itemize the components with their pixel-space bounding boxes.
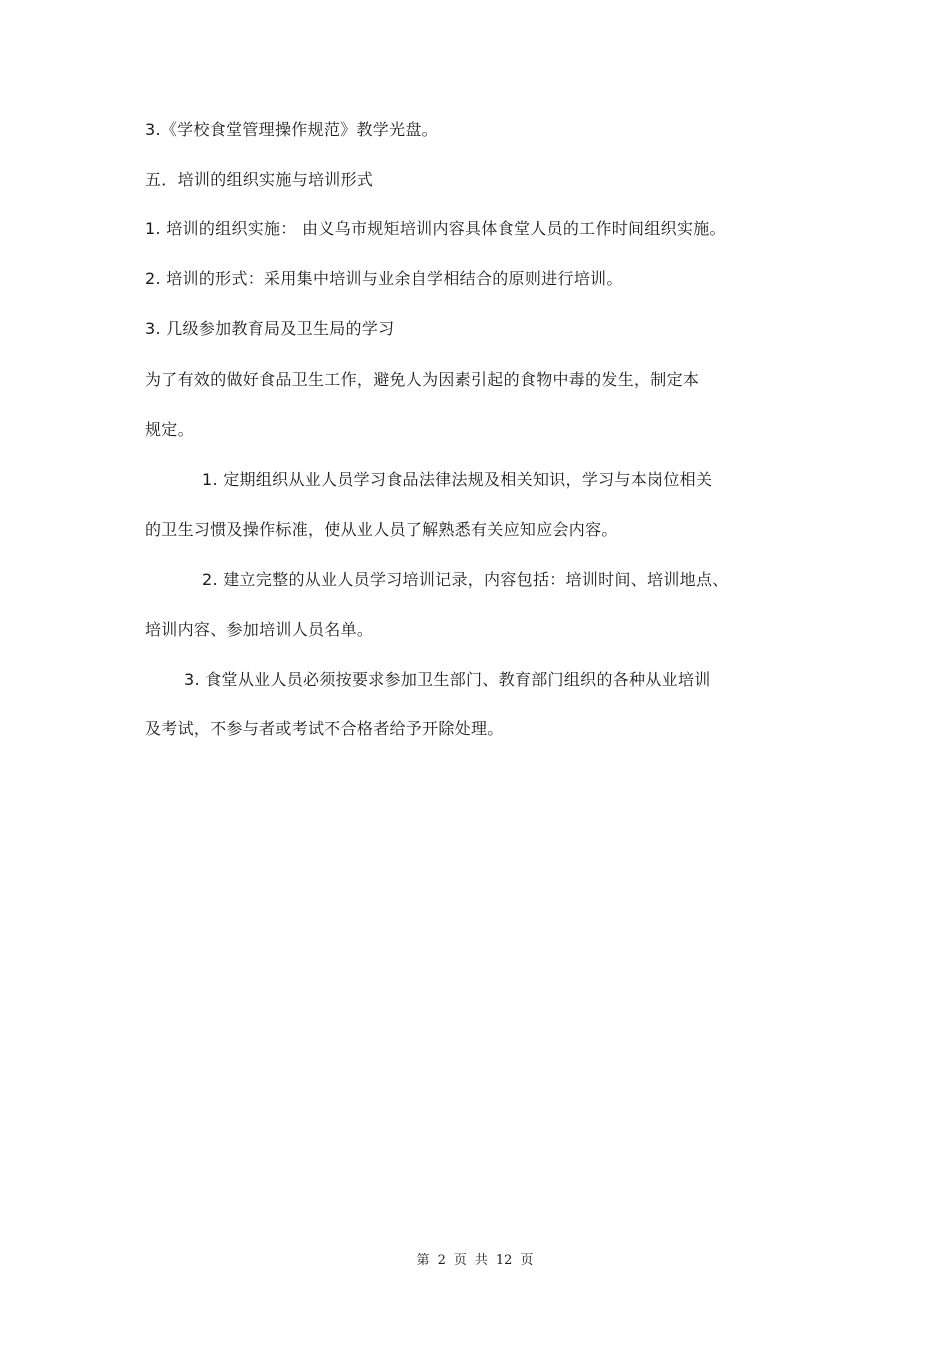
text-line: 1. 培训的组织实施： 由义乌市规矩培训内容具体食堂人员的工作时间组织实施。: [145, 219, 726, 238]
text-line: 为了有效的做好食品卫生工作，避免人为因素引起的食物中毒的发生，制定本: [145, 370, 700, 389]
footer-total-prefix: 共: [474, 1253, 488, 1268]
text-line: 2. 培训的形式：采用集中培训与业余自学相结合的原则进行培训。: [145, 269, 623, 288]
text-line: 3. 食堂从业人员必须按要求参加卫生部门、教育部门组织的各种从业培训: [184, 670, 711, 689]
footer-page-number: 2: [437, 1253, 446, 1268]
footer-total-unit: 页: [520, 1253, 534, 1268]
page-footer: [0, 1252, 950, 1270]
text-line: 3. 几级参加教育局及卫生局的学习: [145, 319, 395, 338]
text-line: 的卫生习惯及操作标准，使从业人员了解熟悉有关应知应会内容。: [145, 520, 618, 539]
text-line: 及考试，不参与者或考试不合格者给予开除处理。: [145, 719, 504, 738]
text-line: 培训内容、参加培训人员名单。: [145, 620, 374, 639]
text-line: 2. 建立完整的从业人员学习培训记录，内容包括：培训时间、培训地点、: [202, 570, 729, 589]
text-line: 规定。: [145, 420, 194, 439]
footer-page-unit: 页: [453, 1253, 467, 1268]
text-line: 1. 定期组织从业人员学习食品法律法规及相关知识，学习与本岗位相关: [202, 470, 713, 489]
text-line: 3.《学校食堂管理操作规范》教学光盘。: [145, 120, 438, 139]
footer-prefix: 第: [416, 1253, 430, 1268]
section-heading: 五．培训的组织实施与培训形式: [145, 170, 374, 189]
footer-total-pages: 12: [495, 1253, 513, 1268]
